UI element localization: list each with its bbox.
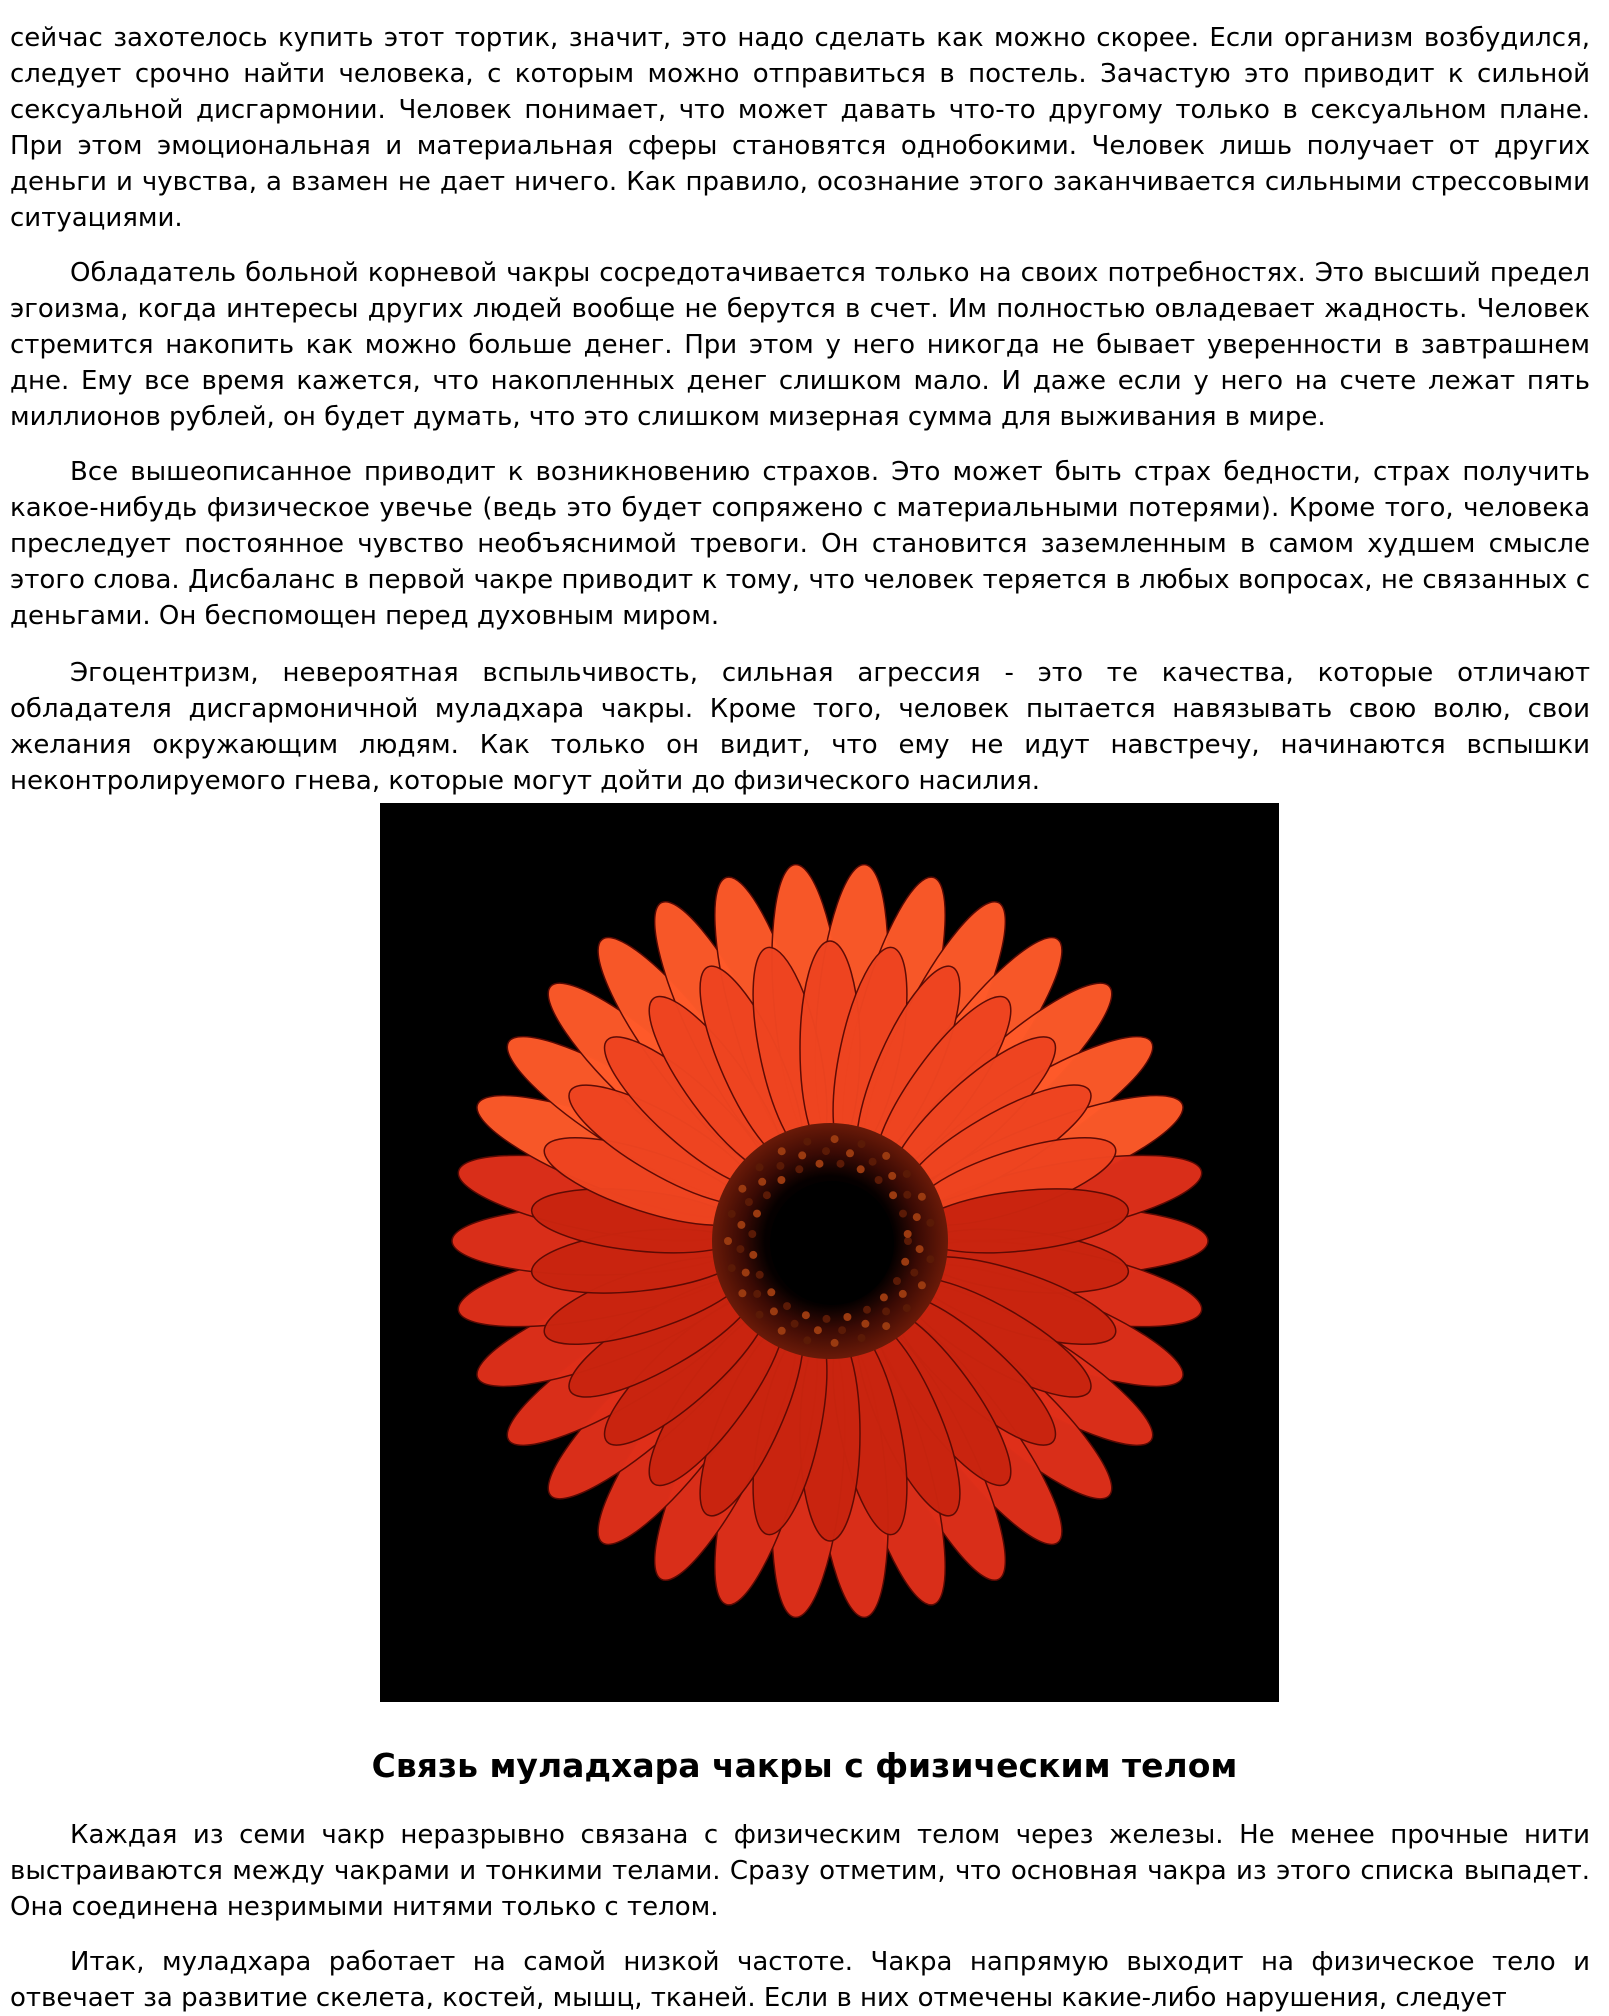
stamen <box>904 1230 912 1238</box>
stamen <box>803 1336 811 1344</box>
flower-photo <box>380 803 1279 1702</box>
stamen <box>838 1326 846 1334</box>
stamen <box>904 1237 912 1245</box>
paragraph-4: Эгоцентризм, невероятная вспыльчивость, сильная агрессия - это те качества, которые отличают обладателя дисгармоничной муладхара чакры. Кроме того, человек пытается навязывать свою волю, свои желания окружающим людям. Как только он видит, что ему не идут навстречу, начинаются вспышки неконтролируемого гнева, которые могут дойти до физического насилия. <box>10 658 1590 796</box>
stamen <box>857 1165 865 1173</box>
stamen <box>749 1251 757 1259</box>
stamen <box>798 1151 806 1159</box>
stamen <box>777 1176 785 1184</box>
stamen <box>753 1290 761 1298</box>
stamen <box>763 1191 771 1199</box>
stamen <box>728 1210 736 1218</box>
stamen <box>882 1152 890 1160</box>
section-heading: Связь муладхара чакры с физическим телом <box>371 1746 1238 1785</box>
stamen <box>783 1302 791 1310</box>
stamen <box>913 1213 921 1221</box>
stamen <box>728 1264 736 1272</box>
stamen <box>858 1140 866 1148</box>
stamen <box>869 1158 877 1166</box>
paragraph-1: сейчас захотелось купить этот тортик, значит, это надо сделать как можно скорее. Если организм возбудился, следует срочно найти человека, с которым можно отправиться в постель. Зачастую это приводит к сильной сексуальной дисгармонии. Человек понимает, что может давать что-то другому только в сексуальном плане. При этом эмоциональная и материальная сферы становятся однобокими. Человек лишь получает от других деньги и чувства, а взамен не дает ничего. Как правило, осознание этого заканчивается сильными стрессовыми ситуациями. <box>10 23 1590 233</box>
stamen <box>926 1219 934 1227</box>
stamen <box>901 1258 909 1266</box>
stamen <box>893 1277 901 1285</box>
stamen <box>882 1322 890 1330</box>
stamen <box>843 1313 851 1321</box>
stamen <box>875 1176 883 1184</box>
stamen <box>863 1306 871 1314</box>
stamen <box>837 1160 845 1168</box>
stamen <box>756 1163 764 1171</box>
stamen <box>748 1230 756 1238</box>
stamen <box>831 1135 839 1143</box>
stamen <box>745 1198 753 1206</box>
stamen <box>802 1311 810 1319</box>
stamen <box>736 1245 744 1253</box>
stamen <box>858 1334 866 1342</box>
stamen <box>916 1245 924 1253</box>
stamen <box>903 1191 911 1199</box>
stamen <box>778 1147 786 1155</box>
stamen <box>926 1255 934 1263</box>
stamen <box>903 1170 911 1178</box>
paragraph-5: Каждая из семи чакр неразрывно связана с физическим телом через железы. Не менее прочные нити выстраиваются между чакрами и тонкими телами. Сразу отметим, что основная чакра из этого списка выпадет. Она соединена незримыми нитями только с телом. <box>10 1820 1590 1922</box>
stamen <box>778 1327 786 1335</box>
stamen <box>831 1339 839 1347</box>
stamen <box>791 1320 799 1328</box>
stamen <box>758 1178 766 1186</box>
flower-center <box>770 1181 894 1305</box>
stamen <box>753 1210 761 1218</box>
stamen <box>880 1293 888 1301</box>
stamen <box>861 1320 869 1328</box>
stamen <box>889 1191 897 1199</box>
stamen <box>918 1281 926 1289</box>
stamen <box>899 1210 907 1218</box>
stamen <box>888 1172 896 1180</box>
stamen <box>737 1221 745 1229</box>
stamen <box>756 1271 764 1279</box>
stamen <box>918 1193 926 1201</box>
stamen <box>795 1165 803 1173</box>
stamen <box>823 1315 831 1323</box>
stamen <box>816 1160 824 1168</box>
stamen <box>803 1138 811 1146</box>
stamen <box>767 1288 775 1296</box>
stamen <box>814 1326 822 1334</box>
stamen <box>742 1269 750 1277</box>
stamen <box>738 1289 746 1297</box>
stamen <box>882 1307 890 1315</box>
stamen <box>756 1311 764 1319</box>
stamen <box>846 1149 854 1157</box>
paragraph-2: Обладатель больной корневой чакры сосредотачивается только на своих потребностях. Это высший предел эгоизма, когда интересы других людей вообще не берутся в счет. Им полностью овладевает жадность. Человек стремится накопить как можно больше денег. При этом у него никогда не бывает уверенности в завтрашнем дне. Ему все время кажется, что накопленных денег слишком мало. И даже если у него на счете лежат пять миллионов рублей, он будет думать, что это слишком мизерная сумма для выживания в мире. <box>10 258 1590 432</box>
stamen <box>903 1304 911 1312</box>
paragraph-6: Итак, муладхара работает на самой низкой частоте. Чакра напрямую выходит на физическое тело и отвечает за развитие скелета, костей, мышц, тканей. Если в них отмечены какие-либо нарушения, следует <box>10 1947 1590 2013</box>
stamen <box>910 1269 918 1277</box>
stamen <box>776 1162 784 1170</box>
stamen <box>770 1307 778 1315</box>
stamen <box>724 1237 732 1245</box>
gerbera-flower-image <box>380 803 1279 1702</box>
paragraph-3: Все вышеописанное приводит к возникновению страхов. Это может быть страх бедности, страх получить какое-нибудь физическое увечье (ведь это будет сопряжено с материальными потерями). Кроме того, человека преследует постоянное чувство необъяснимой тревоги. Он становится заземленным в самом худшем смысле этого слова. Дисбаланс в первой чакре приводит к тому, что человек теряется в любых вопросах, не связанных с деньгами. Он беспомощен перед духовным миром. <box>10 457 1590 631</box>
stamen <box>899 1290 907 1298</box>
stamen <box>822 1147 830 1155</box>
stamen <box>738 1185 746 1193</box>
